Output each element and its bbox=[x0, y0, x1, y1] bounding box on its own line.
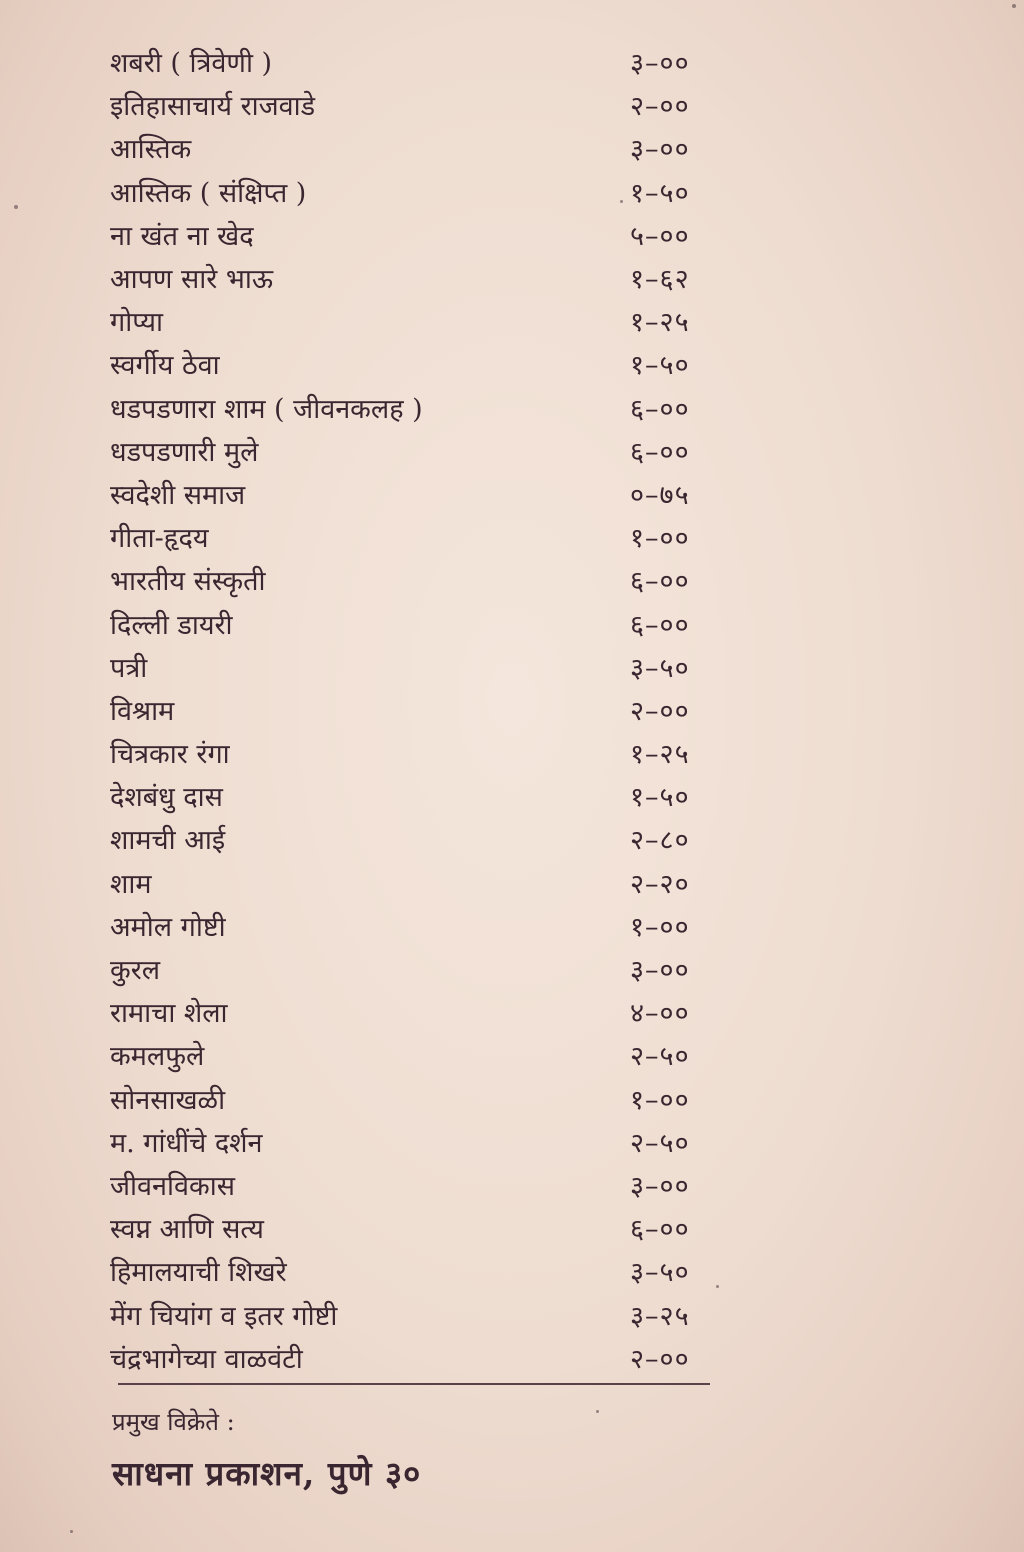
book-price: १–५० bbox=[630, 782, 690, 814]
book-row bbox=[110, 170, 710, 213]
book-row bbox=[110, 40, 710, 83]
book-title: स्वदेशी समाज bbox=[110, 479, 246, 511]
book-title: पत्री bbox=[110, 652, 148, 684]
book-title: शबरी ( त्रिवेणी ) bbox=[110, 48, 273, 80]
book-row bbox=[110, 472, 710, 515]
book-price: ६–०० bbox=[630, 393, 690, 425]
book-title: कुरल bbox=[110, 955, 161, 987]
book-row bbox=[110, 1292, 710, 1335]
book-title: अमोल गोष्टी bbox=[110, 911, 226, 943]
book-title: स्वर्गीय ठेवा bbox=[110, 350, 220, 382]
book-row bbox=[110, 688, 710, 731]
book-price: ३–०० bbox=[630, 48, 690, 80]
book-row bbox=[110, 904, 710, 947]
book-row bbox=[110, 1120, 710, 1163]
paper-speck bbox=[70, 1530, 73, 1533]
book-price: ६–०० bbox=[630, 436, 690, 468]
book-price: १–२५ bbox=[630, 739, 690, 771]
book-price: ६–०० bbox=[630, 609, 690, 641]
book-title: ना खंत ना खेद bbox=[110, 220, 254, 252]
book-title: हिमालयाची शिखरे bbox=[110, 1257, 287, 1289]
book-price: ५–०० bbox=[630, 220, 690, 252]
book-row bbox=[110, 645, 710, 688]
book-row bbox=[110, 817, 710, 860]
book-row bbox=[110, 990, 710, 1033]
book-row bbox=[110, 83, 710, 126]
book-row bbox=[110, 1163, 710, 1206]
book-price: २–५० bbox=[630, 1041, 690, 1073]
book-title: चंद्रभागेच्या वाळवंटी bbox=[110, 1343, 303, 1375]
book-price: १–५० bbox=[630, 350, 690, 382]
book-title: शाम bbox=[110, 868, 152, 900]
book-row bbox=[110, 1206, 710, 1249]
book-price: ३–०० bbox=[630, 134, 690, 166]
book-row bbox=[110, 1249, 710, 1292]
book-title: कमलफुले bbox=[110, 1041, 205, 1073]
book-row bbox=[110, 774, 710, 817]
book-title: धडपडणारी मुले bbox=[110, 436, 259, 468]
book-row bbox=[110, 515, 710, 558]
book-price: ६–०० bbox=[630, 566, 690, 598]
book-price: ३–२५ bbox=[630, 1300, 690, 1332]
book-price: २–०० bbox=[630, 91, 690, 123]
book-price: २–०० bbox=[630, 695, 690, 727]
book-title: आस्तिक bbox=[110, 134, 192, 166]
book-price: १–२५ bbox=[630, 307, 690, 339]
paper-speck bbox=[596, 1410, 599, 1413]
book-title: इतिहासाचार्य राजवाडे bbox=[110, 91, 316, 123]
book-price: २–८० bbox=[630, 825, 690, 857]
book-row bbox=[110, 1033, 710, 1076]
publisher-name: साधना प्रकाशन, पुणे ३० bbox=[112, 1454, 422, 1493]
book-title: देशबंधु दास bbox=[110, 782, 223, 814]
book-title: शामची आई bbox=[110, 825, 226, 857]
book-price: २–२० bbox=[630, 868, 690, 900]
book-row bbox=[110, 558, 710, 601]
book-title: विश्राम bbox=[110, 695, 175, 727]
book-row bbox=[110, 386, 710, 429]
book-row bbox=[110, 1077, 710, 1120]
book-price: २–०० bbox=[630, 1343, 690, 1375]
book-title: सोनसाखळी bbox=[110, 1084, 226, 1116]
book-row bbox=[110, 947, 710, 990]
book-row bbox=[110, 861, 710, 904]
book-price: ३–५० bbox=[630, 652, 690, 684]
book-title: मेंग चियांग व इतर गोष्टी bbox=[110, 1300, 338, 1332]
book-price: ३–५० bbox=[630, 1257, 690, 1289]
book-title: रामाचा शेला bbox=[110, 998, 228, 1030]
book-price: ३–०० bbox=[630, 955, 690, 987]
book-price: २–५० bbox=[630, 1127, 690, 1159]
book-list bbox=[110, 40, 710, 1379]
book-price: १–०० bbox=[630, 1084, 690, 1116]
paper-speck bbox=[14, 205, 18, 209]
book-price: १–५० bbox=[630, 177, 690, 209]
book-price: ०–७५ bbox=[630, 479, 690, 511]
book-row bbox=[110, 126, 710, 169]
book-price: १–०० bbox=[630, 911, 690, 943]
book-title: म. गांधींचे दर्शन bbox=[110, 1127, 263, 1159]
book-title: भारतीय संस्कृती bbox=[110, 566, 266, 598]
book-price: ६–०० bbox=[630, 1214, 690, 1246]
book-title: जीवनविकास bbox=[110, 1170, 236, 1202]
book-row bbox=[110, 731, 710, 774]
book-price: ३–०० bbox=[630, 1170, 690, 1202]
book-row bbox=[110, 213, 710, 256]
book-price: १–६२ bbox=[630, 264, 690, 296]
book-title: गोप्या bbox=[110, 307, 163, 339]
book-price: १–०० bbox=[630, 523, 690, 555]
book-title: धडपडणारा शाम ( जीवनकलह ) bbox=[110, 393, 423, 425]
divider bbox=[118, 1383, 710, 1385]
book-title: आस्तिक ( संक्षिप्त ) bbox=[110, 177, 307, 209]
book-row bbox=[110, 342, 710, 385]
book-row bbox=[110, 299, 710, 342]
book-row bbox=[110, 429, 710, 472]
book-row bbox=[110, 601, 710, 644]
book-title: आपण सारे भाऊ bbox=[110, 264, 274, 296]
book-price: ४–०० bbox=[630, 998, 690, 1030]
book-title: स्वप्न आणि सत्य bbox=[110, 1214, 264, 1246]
book-row bbox=[110, 256, 710, 299]
book-title: दिल्ली डायरी bbox=[110, 609, 233, 641]
paper-speck bbox=[716, 1285, 719, 1288]
book-title: गीता-हृदय bbox=[110, 523, 209, 555]
book-row bbox=[110, 1336, 710, 1379]
book-title: चित्रकार रंगा bbox=[110, 739, 230, 771]
paper-speck bbox=[1012, 4, 1016, 8]
distributor-label: प्रमुख विक्रेते : bbox=[112, 1408, 235, 1436]
